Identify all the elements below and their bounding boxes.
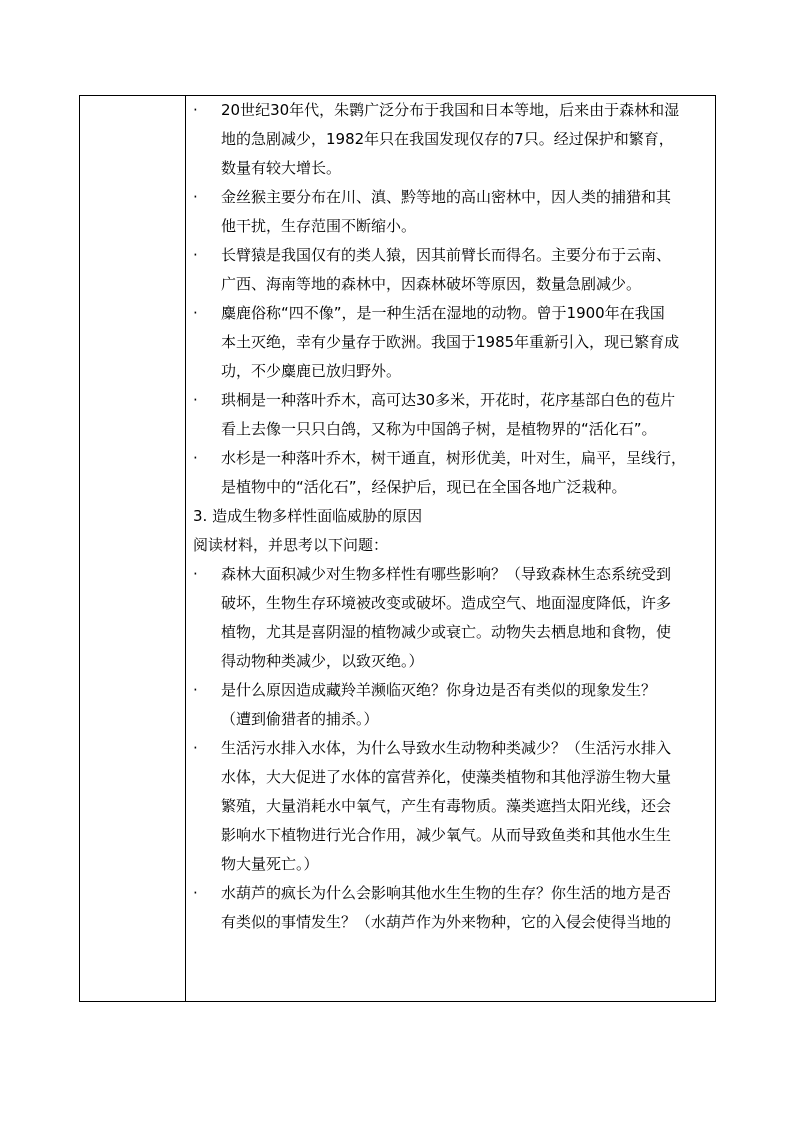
text-line: 数量有较大增长。 [221, 159, 342, 177]
text-line: 20世纪30年代，朱鹮广泛分布于我国和日本等地，后来由于森林和湿 [221, 101, 680, 119]
text-line: 是什么原因造成藏羚羊濒临灭绝？你身边是否有类似的现象发生？ [221, 681, 657, 699]
text-line: 得动物种类减少，以致灭绝。） [221, 652, 424, 670]
list-item [193, 386, 709, 444]
text-line: 本土灭绝，幸有少量存于欧洲。我国于1985年重新引入，现已繁育成 [221, 333, 680, 351]
list-item [193, 560, 709, 676]
paragraph [193, 531, 709, 560]
list-item [193, 241, 709, 299]
bullet-marker: · [193, 391, 198, 409]
bullet-marker: · [193, 681, 198, 699]
bullet-marker: · [193, 739, 198, 757]
text-line: 森林大面积减少对生物多样性有哪些影响？（导致森林生态系统受到 [221, 565, 672, 583]
text-line: 金丝猴主要分布在川、滇、黔等地的高山密林中，因人类的捕猎和其 [221, 188, 672, 206]
text-line: 植物，尤其是喜阴湿的植物减少或衰亡。动物失去栖息地和食物，使 [221, 623, 672, 641]
bullet-marker: · [193, 101, 198, 119]
list-item [193, 734, 709, 879]
column-divider [185, 96, 186, 1001]
bullet-marker: · [193, 565, 198, 583]
bullet-marker: · [193, 884, 198, 902]
list-item [193, 96, 709, 183]
content-cell [193, 96, 709, 937]
text-line: 有类似的事情发生？（水葫芦作为外来物种，它的入侵会使得当地的 [221, 913, 672, 931]
text-line: 长臂猿是我国仅有的类人猿，因其前臂长而得名。主要分布于云南、 [221, 246, 672, 264]
paragraph [193, 502, 709, 531]
list-item [193, 444, 709, 502]
text-line: 物大量死亡。） [221, 855, 319, 873]
text-line: 广西、海南等地的森林中，因森林破坏等原因，数量急剧减少。 [221, 275, 642, 293]
list-item [193, 299, 709, 386]
text-line: 他干扰，生存范围不断缩小。 [221, 217, 417, 235]
text-line: 看上去像一只只白鸽，又称为中国鸽子树，是植物界的“活化石”。 [221, 420, 657, 438]
text-line: 3. 造成生物多样性面临威胁的原因 [193, 507, 423, 525]
text-line: 影响水下植物进行光合作用，减少氧气。从而导致鱼类和其他水生生 [221, 826, 672, 844]
text-line: 水杉是一种落叶乔木，树干通直，树形优美，叶对生，扁平，呈线行， [221, 449, 687, 467]
document-table [79, 95, 716, 1002]
bullet-marker: · [193, 246, 198, 264]
list-item [193, 879, 709, 937]
text-line: 功，不少麋鹿已放归野外。 [221, 362, 402, 380]
text-line: 水体，大大促进了水体的富营养化，使藻类植物和其他浮游生物大量 [221, 768, 672, 786]
list-item [193, 676, 709, 734]
bullet-marker: · [193, 304, 198, 322]
bullet-marker: · [193, 188, 198, 206]
text-line: 水葫芦的疯长为什么会影响其他水生生物的生存？你生活的地方是否 [221, 884, 672, 902]
text-line: 生活污水排入水体，为什么导致水生动物种类减少？（生活污水排入 [221, 739, 672, 757]
text-line: （遭到偷猎者的捕杀。） [221, 710, 379, 728]
text-line: 麋鹿俗称“四不像”，是一种生活在湿地的动物。曾于1900年在我国 [221, 304, 665, 322]
text-line: 地的急剧减少，1982年只在我国发现仅存的7只。经过保护和繁育， [221, 130, 674, 148]
text-line: 珙桐是一种落叶乔木，高可达30多米，开花时，花序基部白色的苞片 [221, 391, 676, 409]
list-item [193, 183, 709, 241]
text-line: 破坏，生物生存环境被改变或破坏。造成空气、地面湿度降低，许多 [221, 594, 672, 612]
text-line: 阅读材料，并思考以下问题： [193, 536, 389, 554]
text-line: 是植物中的“活化石”，经保护后，现已在全国各地广泛栽种。 [221, 478, 627, 496]
text-line: 繁殖，大量消耗水中氧气，产生有毒物质。藻类遮挡太阳光线，还会 [221, 797, 672, 815]
bullet-marker: · [193, 449, 198, 467]
